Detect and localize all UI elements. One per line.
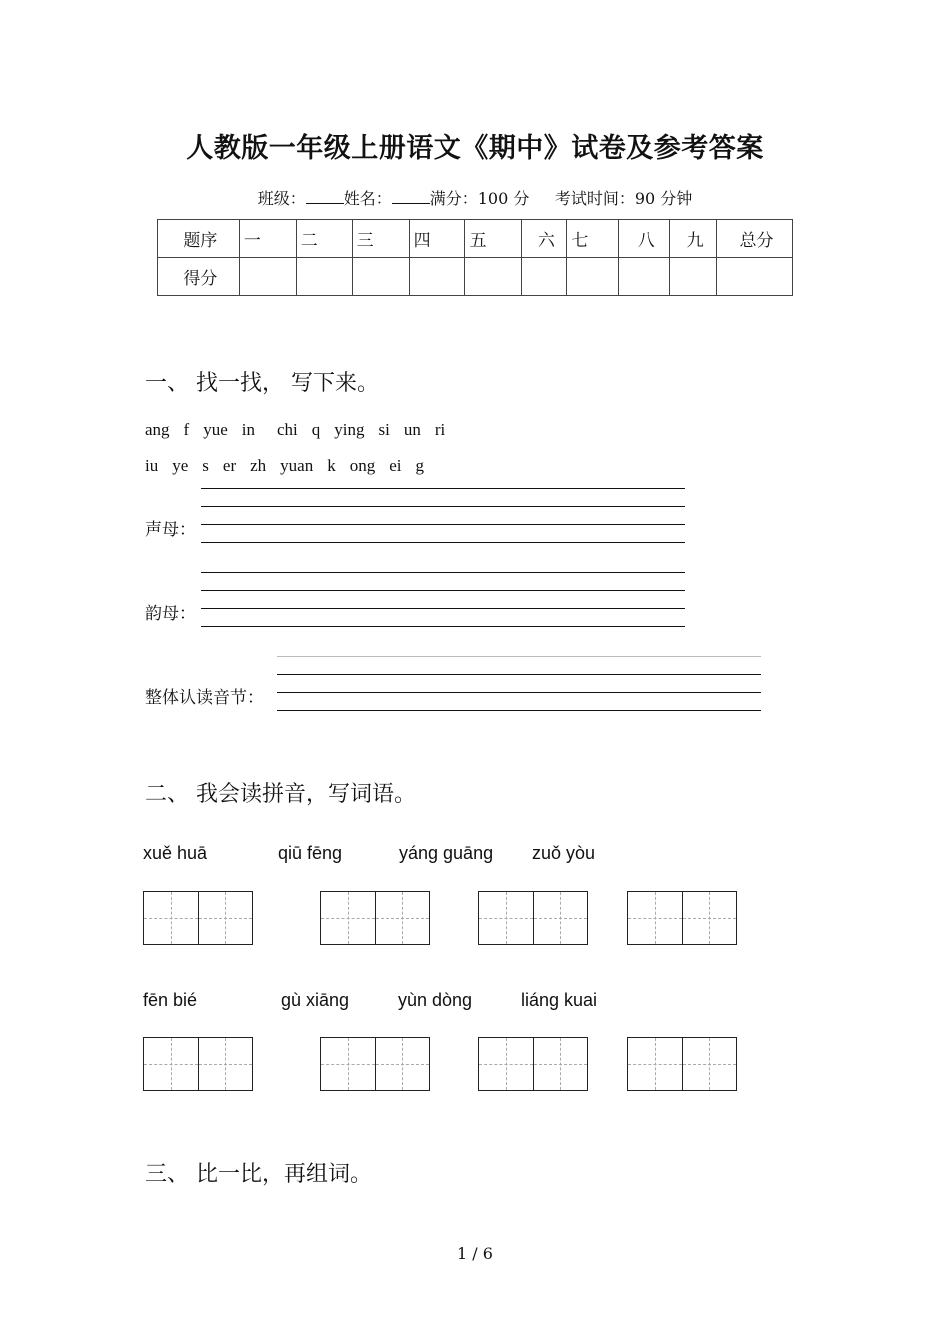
score-cell[interactable]	[567, 258, 619, 296]
score-cell[interactable]	[522, 258, 567, 296]
grid-cell[interactable]	[534, 892, 588, 944]
shengmu-label: 声母：	[145, 520, 196, 540]
grid-cell[interactable]	[628, 1038, 683, 1090]
tianzige-grid[interactable]	[320, 891, 430, 945]
pinyin-item: g	[415, 456, 424, 475]
answer-line[interactable]	[201, 542, 685, 543]
pinyin-word: gù xiāng	[281, 990, 350, 1010]
grid-cell[interactable]	[628, 892, 683, 944]
score-cell[interactable]	[239, 258, 296, 296]
pinyin-item: k	[327, 456, 336, 475]
score-cell[interactable]	[619, 258, 670, 296]
pinyin-item: ri	[434, 420, 446, 439]
page-title: 人教版一年级上册语文《期中》试卷及参考答案	[186, 133, 764, 164]
tianzige-grid[interactable]	[143, 1037, 253, 1091]
name-label: 姓名：	[343, 189, 392, 208]
grid-cell[interactable]	[321, 892, 376, 944]
grid-cell[interactable]	[479, 1038, 534, 1090]
grid-cell[interactable]	[144, 892, 199, 944]
answer-line[interactable]	[277, 674, 761, 675]
tianzige-grid[interactable]	[478, 1037, 588, 1091]
pinyin-row-1	[145, 420, 459, 440]
section2-heading: 二、 我会读拼音，写词语。	[145, 782, 416, 807]
score-cell[interactable]	[409, 258, 465, 296]
pinyin-item: un	[403, 420, 421, 439]
pinyin-item: yue	[203, 420, 228, 439]
table-header-cell: 八	[619, 220, 670, 258]
grid-cell[interactable]	[199, 892, 253, 944]
pinyin-item: yuan	[280, 456, 314, 475]
score-label: 满分：100 分	[429, 189, 530, 208]
grid-cell[interactable]	[199, 1038, 253, 1090]
pinyin-item: in	[241, 420, 255, 439]
answer-line[interactable]	[277, 710, 761, 711]
pinyin-word: qiū fēng	[278, 843, 343, 863]
student-info	[0, 186, 950, 209]
pinyin-item: ang	[145, 420, 170, 439]
table-header-cell: 四	[409, 220, 465, 258]
answer-line[interactable]	[201, 590, 685, 591]
score-table-header-row	[158, 220, 793, 258]
pinyin-word: xuě huā	[143, 843, 208, 863]
score-table	[157, 219, 793, 296]
answer-line[interactable]	[277, 656, 761, 657]
pinyin-item: q	[311, 420, 321, 439]
pinyin-word: liáng kuai	[521, 990, 598, 1010]
tianzige-grid[interactable]	[627, 891, 737, 945]
score-cell[interactable]	[352, 258, 409, 296]
table-header-cell: 七	[567, 220, 619, 258]
answer-line[interactable]	[277, 692, 761, 693]
grid-cell[interactable]	[321, 1038, 376, 1090]
grid-cell[interactable]	[534, 1038, 588, 1090]
answer-line[interactable]	[201, 626, 685, 627]
page-number: 1 / 6	[457, 1244, 493, 1263]
table-header-cell: 六	[522, 220, 567, 258]
tianzige-grid[interactable]	[478, 891, 588, 945]
table-header-cell: 题序	[158, 220, 240, 258]
table-header-cell: 五	[465, 220, 522, 258]
grid-cell[interactable]	[144, 1038, 199, 1090]
pinyin-word: yáng guāng	[399, 843, 494, 863]
pinyin-item: ying	[334, 420, 365, 439]
pinyin-word: yùn dòng	[398, 990, 473, 1010]
score-cell[interactable]	[717, 258, 793, 296]
grid-cell[interactable]	[376, 1038, 430, 1090]
pinyin-item: si	[378, 420, 390, 439]
pinyin-item: ye	[172, 456, 189, 475]
pinyin-word: fēn bié	[143, 990, 198, 1010]
answer-line[interactable]	[201, 488, 685, 489]
pinyin-item: s	[202, 456, 209, 475]
grid-cell[interactable]	[376, 892, 430, 944]
pinyin-item: ei	[389, 456, 402, 475]
pinyin-item: ong	[349, 456, 376, 475]
grid-cell[interactable]	[683, 892, 737, 944]
class-label: 班级：	[257, 189, 306, 208]
tianzige-grid[interactable]	[320, 1037, 430, 1091]
name-blank[interactable]	[392, 189, 430, 204]
table-header-cell: 一	[239, 220, 296, 258]
answer-line[interactable]	[201, 608, 685, 609]
table-header-cell: 三	[352, 220, 409, 258]
answer-line[interactable]	[201, 524, 685, 525]
tianzige-grid[interactable]	[143, 891, 253, 945]
table-header-cell: 二	[296, 220, 352, 258]
pinyin-item: chi	[277, 420, 298, 439]
section3-heading: 三、 比一比，再组词。	[145, 1162, 372, 1187]
section1-heading: 一、 找一找， 写下来。	[145, 371, 379, 396]
time-label: 考试时间：90 分钟	[554, 189, 693, 208]
pinyin-item: f	[183, 420, 190, 439]
score-cell[interactable]	[296, 258, 352, 296]
grid-cell[interactable]	[683, 1038, 737, 1090]
tianzige-grid[interactable]	[627, 1037, 737, 1091]
score-cell[interactable]	[670, 258, 717, 296]
answer-line[interactable]	[201, 572, 685, 573]
pinyin-word: zuǒ yòu	[532, 843, 596, 863]
class-blank[interactable]	[306, 189, 344, 204]
score-cell[interactable]	[465, 258, 522, 296]
pinyin-row-2	[145, 456, 438, 476]
pinyin-item: er	[222, 456, 237, 475]
pinyin-item: zh	[250, 456, 267, 475]
zhengti-label: 整体认读音节：	[145, 688, 264, 708]
pinyin-item: iu	[145, 456, 159, 475]
answer-line[interactable]	[201, 506, 685, 507]
score-table-score-row	[158, 258, 793, 296]
table-header-cell: 九	[670, 220, 717, 258]
table-header-cell: 总分	[717, 220, 793, 258]
grid-cell[interactable]	[479, 892, 534, 944]
yunmu-label: 韵母：	[145, 604, 196, 624]
score-row-label: 得分	[158, 258, 240, 296]
